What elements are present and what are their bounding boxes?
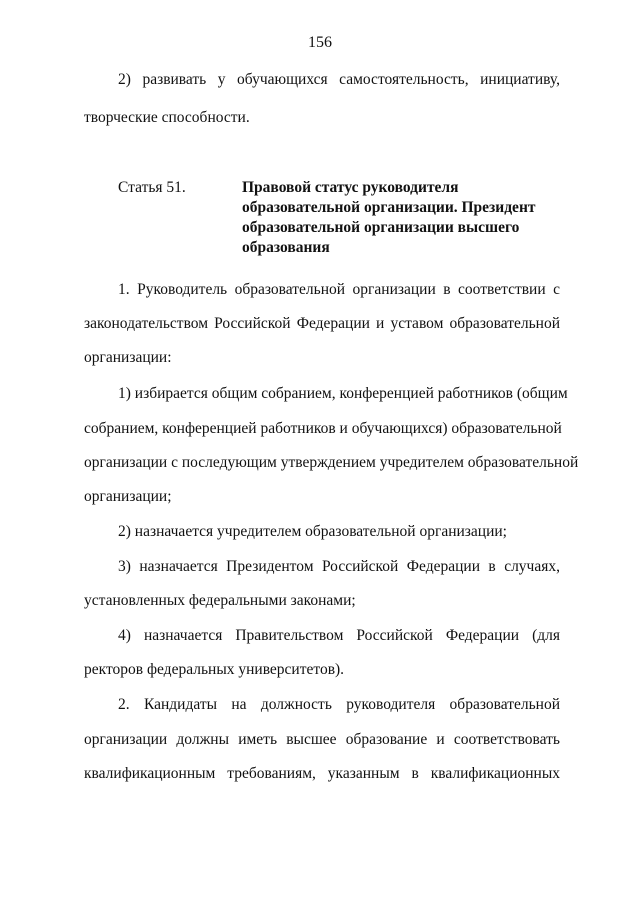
article-title-line: образования: [242, 239, 330, 256]
paragraph-line: 2) назначается учредителем образовательной организации;: [118, 523, 507, 540]
paragraph-line: 3) назначается Президентом Российской Федерации в случаях,: [118, 558, 560, 575]
article-title-line: образовательной организации. Президент: [242, 199, 536, 216]
paragraph-line: 2. Кандидаты на должность руководителя образовательной: [118, 696, 560, 713]
paragraph-line: организации с последующим утверждением учредителем образовательной: [84, 454, 579, 471]
paragraph-line: 1) избирается общим собранием, конференцией работников (общим: [118, 385, 568, 402]
paragraph-line: 2) развивать у обучающихся самостоятельность, инициативу,: [118, 71, 560, 88]
paragraph-line: собранием, конференцией работников и обучающихся) образовательной: [84, 420, 562, 437]
paragraph-line: ректоров федеральных университетов).: [84, 661, 345, 678]
paragraph-line: законодательством Российской Федерации и уставом образовательной: [84, 315, 560, 332]
paragraph-line: организации:: [84, 349, 172, 366]
article-title-line: Правовой статус руководителя: [242, 179, 459, 196]
paragraph-line: 1. Руководитель образовательной организации в соответствии с: [118, 281, 560, 298]
paragraph-line: 4) назначается Правительством Российской Федерации (для: [118, 627, 560, 644]
paragraph-line: квалификационным требованиям, указанным в квалификационных: [84, 765, 560, 782]
paragraph-line: творческие способности.: [84, 109, 250, 126]
page-number: 156: [308, 34, 332, 51]
article-title: [242, 178, 542, 258]
article-label: Статья 51.: [118, 179, 186, 196]
article-title-line: образовательной организации высшего: [242, 219, 520, 236]
paragraph-line: организации;: [84, 488, 172, 505]
paragraph-line: организации должны иметь высшее образование и соответствовать: [84, 731, 560, 748]
paragraph-line: установленных федеральными законами;: [84, 592, 356, 609]
